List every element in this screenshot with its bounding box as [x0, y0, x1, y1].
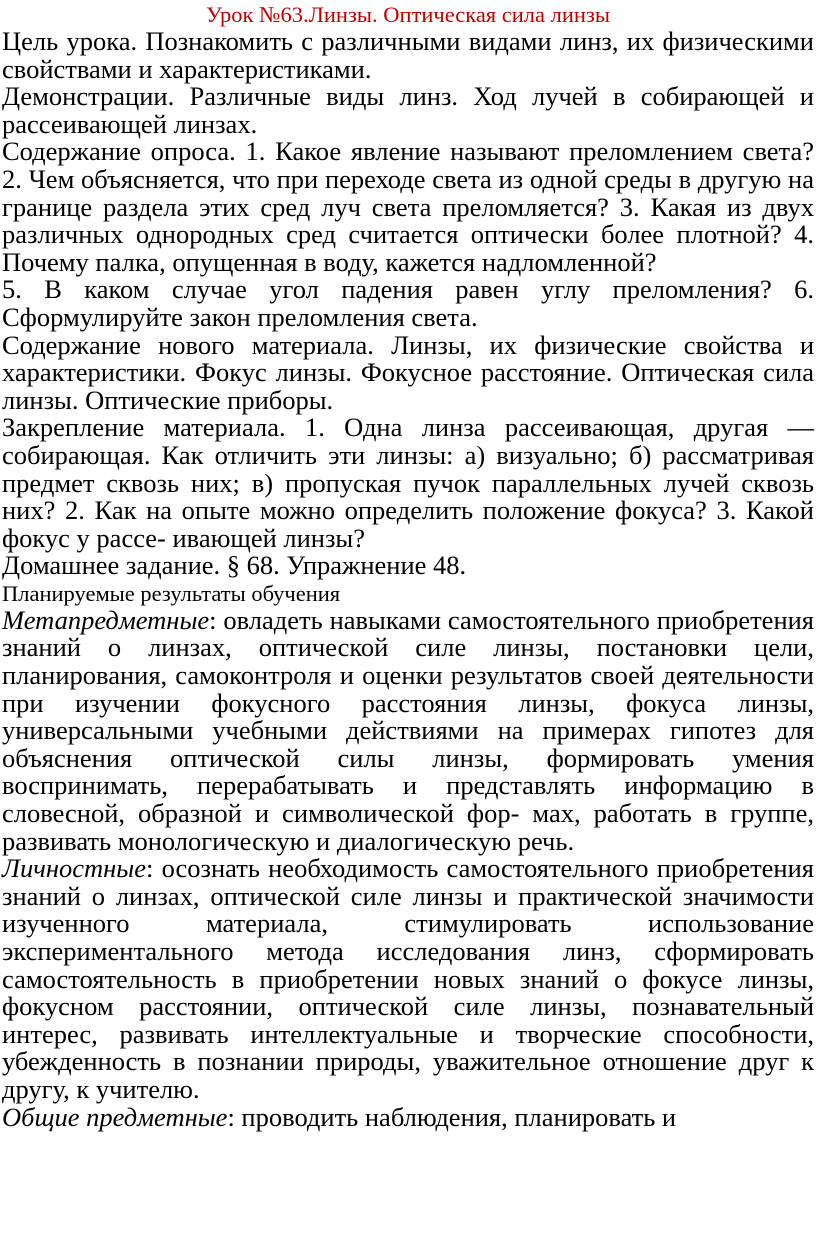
personal-text: : осознать необходимость самостоятельного приобретения знаний о линзах, оптической силе линзы и практической значимости изученного материала, стимулировать использование экспериментального метода исследования линз, сформировать самостоятельность в приобретении новых знаний о фокусе линзы, фокусном расстоянии, оптической силе линзы, познавательный интерес, развивать интеллектуальные и творческие способности, убежденность в познании природы, уважительное отношение друг к другу, к учителю.	[2, 853, 814, 1104]
consolidation-prefix: Закрепление материала. 1	[2, 412, 319, 443]
meta-label: Метапредметные	[2, 604, 210, 635]
consolidation	[2, 414, 814, 552]
subject-results	[2, 1101, 814, 1132]
new-material: Содержание нового материала. Линзы, их физические свойства и характеристики. Фокус линзы. Фокусное расстояние. Оптическая сила линзы. Оптические приборы.	[2, 329, 814, 415]
subject-label: Общие предметные	[2, 1101, 228, 1132]
meta-text: : овладеть навыками самостоятельного приобретения знаний о линзах, оптической силе линзы, постановки цели, планирования, самоконтроля и оценки результатов своей деятельности при изучении фокусного расстояния линзы, фокуса линзы, универсальными учебными действиями на примерах гипотез для объяснения оптической силы линзы, формировать умения воспринимать, перерабатывать и представлять информацию в словесной, образной и символической фор- мах, работать в группе, развивать монологическую и диалогическую речь.	[2, 604, 814, 856]
lesson-demos: Демонстрации. Различные виды линз. Ход лучей в собирающей и рассеивающей линзах.	[2, 81, 814, 139]
planned-results-heading: Планируемые результаты обучения	[2, 580, 341, 606]
personal-label: Личностные	[2, 853, 146, 884]
survey-questions: Содержание опроса. 1. Какое явление называют преломлением света? 2. Чем объясняется, что при переходе света из одной среды в другую на границе раздела этих сред луч света преломляется? 3. Какая из двух различных однородных сред считается оптически более плотной? 4. Почему палка, опущенная в воду, кажется надломленной?	[2, 136, 814, 277]
subject-text: : проводить наблюдения, планировать и	[227, 1101, 677, 1132]
consolidation-text: . Одна линза рассеивающая, другая — собирающая. Как отличить эти линзы: а) визуально; б) рассматривая предмет сквозь них; в) пропуская пучок параллельных лучей сквозь них? 2. Как на опыте можно определить положение фокуса? 3. Какой фокус у рассе- ивающей линзы?	[2, 412, 814, 553]
survey-questions-continued: 5. В каком случае угол падения равен углу преломления? 6. Сформулируйте закон преломления света.	[2, 274, 814, 332]
meta-results	[2, 604, 814, 856]
lesson-goal: Цель урока. Познакомить с различными видами линз, их физическими свойствами и характеристиками.	[2, 26, 814, 84]
lesson-title: Урок №63.Линзы. Оптическая сила линзы	[206, 2, 610, 27]
homework: Домашнее задание. § 68. Упражнение 48.	[2, 550, 467, 581]
personal-results	[2, 855, 814, 1103]
